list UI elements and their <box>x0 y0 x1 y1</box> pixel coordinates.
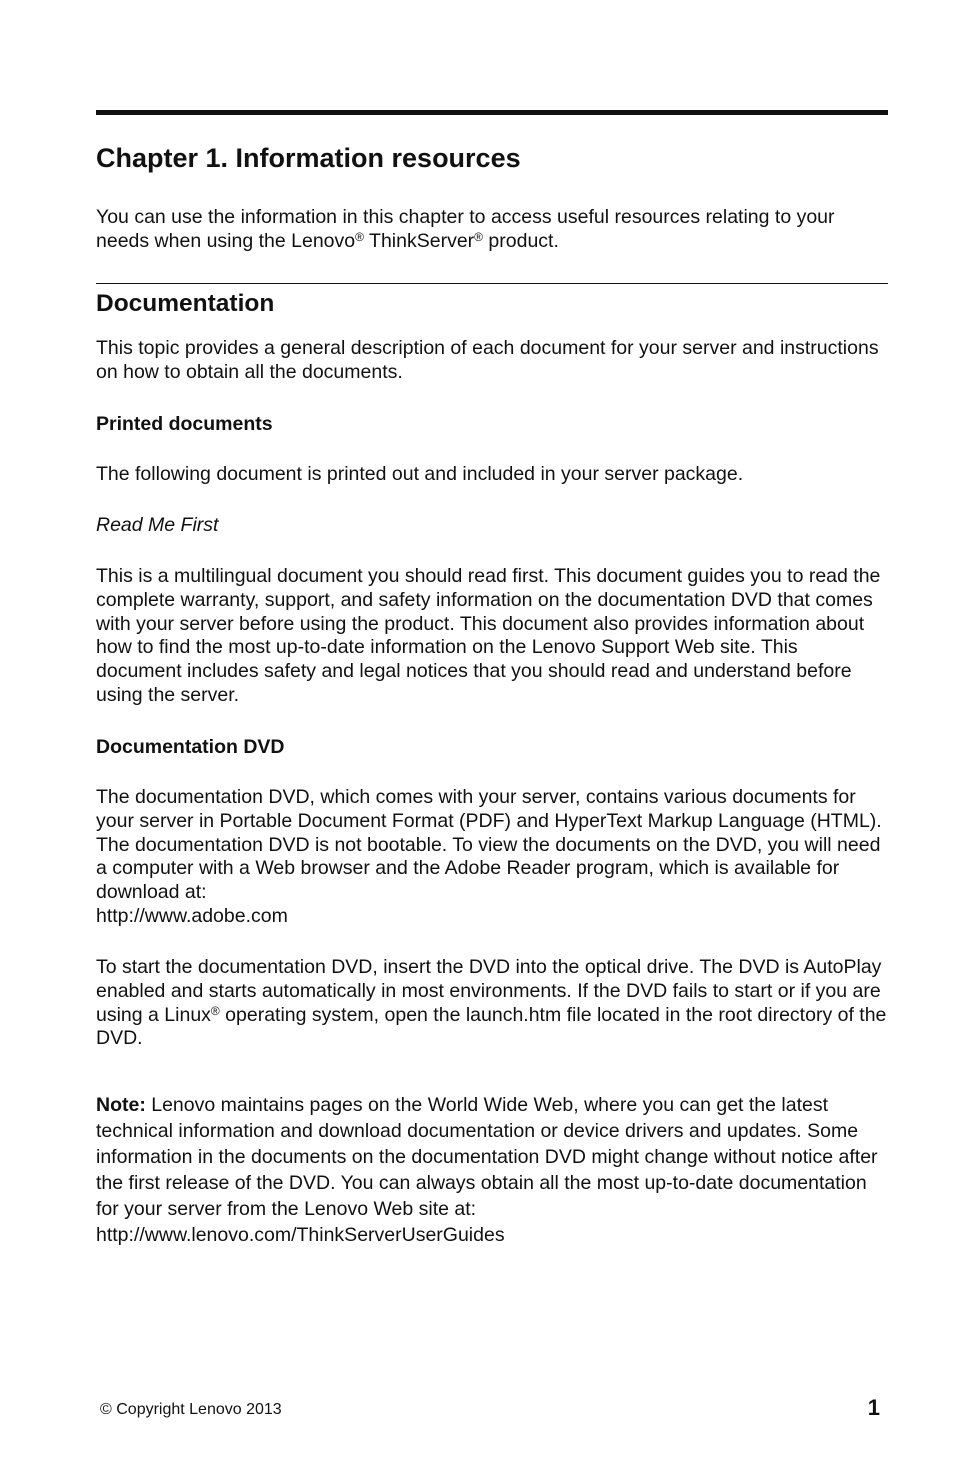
printed-documents-text: The following document is printed out and included in your server package. <box>96 463 744 485</box>
documentation-dvd-text <box>96 786 888 929</box>
start-text-linux: To start the documentation DVD, insert the DVD into the optical drive. The DVD is AutoPlay enabled and starts automatically in most environments. If the DVD fails to start or if you are using a Linux <box>96 956 882 1026</box>
chapter-intro <box>96 206 888 254</box>
dvd-description: The documentation DVD, which comes with your server, contains various documents for your server in Portable Document Format (PDF) and HyperText Markup Language (HTML). The documentation DVD is not bootable. To view the documents on the DVD, you will need a computer with a Web browser and the Adobe Reader program, which is available for download at: <box>96 786 882 904</box>
lenovo-guides-url: http://www.lenovo.com/ThinkServerUserGuides <box>96 1223 505 1246</box>
registered-mark: ® <box>355 229 364 244</box>
intro-text-lenovo: You can use the information in this chapter to access useful resources relating to your needs when using the Lenovo <box>96 206 835 252</box>
read-me-first-text: This is a multilingual document you should read first. This document guides you to read the complete warranty, support, and safety information on the documentation DVD that comes with your server before using the product. This document also provides information about how to find the most up-to-date information on the Lenovo Support Web site. This document includes safety and legal notices that you should read and understand before using the server. <box>96 565 881 706</box>
start-text-after: operating system, open the launch.htm file located in the root directory of the DVD. <box>96 1003 887 1050</box>
page-number: 1 <box>867 1395 880 1420</box>
chapter-top-rule <box>96 110 888 115</box>
intro-text-product: product. <box>483 229 559 252</box>
start-dvd-text <box>96 956 888 1051</box>
documentation-heading: Documentation <box>96 290 275 317</box>
copyright-footer: © Copyright Lenovo 2013 <box>100 1401 282 1418</box>
note-paragraph <box>96 1093 888 1248</box>
intro-text-thinkserver: ThinkServer <box>363 229 475 252</box>
read-me-first-title: Read Me First <box>96 514 219 536</box>
note-text: Lenovo maintains pages on the World Wide Web, where you can get the latest technical information and download documentation or device drivers and updates. Some information in the documents on the documentation DVD might change without notice after the first release of the DVD. You can always obtain all the most up-to-date documentation for your server from the Lenovo Web site at: <box>96 1094 878 1220</box>
documentation-dvd-heading: Documentation DVD <box>96 736 285 758</box>
registered-mark: ® <box>474 229 483 244</box>
printed-documents-heading: Printed documents <box>96 413 273 435</box>
adobe-url: http://www.adobe.com <box>96 904 288 927</box>
section-rule <box>96 283 888 284</box>
registered-mark: ® <box>210 1003 220 1018</box>
documentation-description: This topic provides a general description of each document for your server and instructions on how to obtain all the documents. <box>96 337 879 383</box>
chapter-title: Chapter 1. Information resources <box>96 143 521 173</box>
note-label: Note: <box>96 1094 146 1116</box>
